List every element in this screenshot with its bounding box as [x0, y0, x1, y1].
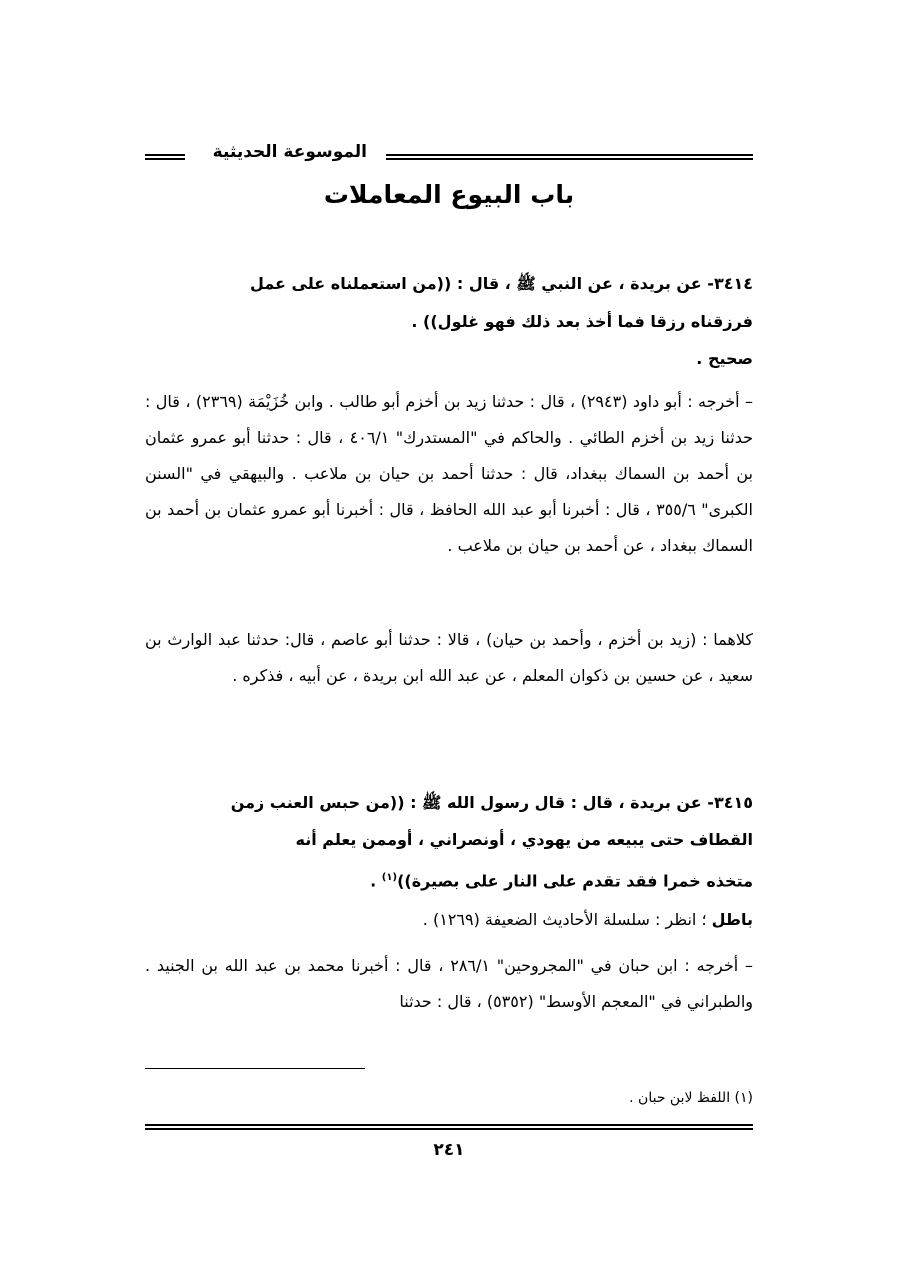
book-page [145, 0, 753, 1273]
hadith-3415-text-line1: ٣٤١٥- عن بريدة ، قال : قال رسول الله ﷺ : ((من حبس العنب زمن [230, 793, 753, 812]
header-rule-left [145, 154, 185, 160]
hadith-3414-grade: صحيح . [696, 349, 753, 368]
page-number: ٢٤١ [433, 1140, 465, 1160]
hadith-3415-text-line3-body: متخذه خمرا فقد تقدم على النار على بصيرة)) [397, 871, 753, 891]
hadith-3414-takhrij-1: – أخرجه : أبو داود (٢٩٤٣) ، قال : حدثنا زيد بن أخزم أبو طالب . وابن خُزَيْمَة (٢٣٦٩) ، قال : حدثنا زيد بن أخزم الطائي . والحاكم في "المستدرك" ٤٠٦/١ ، قال : حدثنا أبو عمرو عثمان بن أحمد بن السماك ببغداد، قال : حدثنا أحمد بن حيان بن ملاعب . والبيهقي في "السنن الكبرى" ٣٥٥/٦ ، قال : أخبرنا أبو عبد الله الحافظ ، قال : أخبرنا أبو عمرو عثمان بن أحمد بن السماك ببغداد ، عن أحمد بن حيان بن ملاعب . [145, 392, 754, 555]
header-rule-right [386, 154, 753, 160]
footnote-marker: (١) [381, 872, 398, 883]
running-header [145, 142, 753, 172]
hadith-3415-grade [145, 902, 781, 938]
footnote: (١) اللفظ لابن حبان . [629, 1090, 753, 1106]
hadith-3415-text-line3 [145, 860, 753, 899]
hadith-3414-text-line2: فرزقناه رزقا فما أخذ بعد ذلك فهو غلول)) . [411, 312, 753, 331]
running-header-title: الموسوعة الحديثية [212, 142, 367, 162]
hadith-3415-grade-rest: ؛ انظر : سلسلة الأحاديث الضعيفة (١٢٦٩) . [422, 910, 712, 929]
chapter-title: باب البيوع المعاملات [323, 180, 575, 209]
bottom-rule [145, 1124, 753, 1130]
hadith-3415-text-line2: القطاف حتى يبيعه من يهودي ، أونصراني ، أوممن يعلم أنه [295, 830, 753, 849]
footnote-separator [145, 1068, 365, 1069]
hadith-3414-takhrij-2: كلاهما : (زيد بن أخزم ، وأحمد بن حيان) ، قالا : حدثنا أبو عاصم ، قال: حدثنا عبد الوارث بن سعيد ، عن حسين بن ذكوان المعلم ، عن عبد الله ابن بريدة ، عن أبيه ، فذكره . [145, 630, 753, 685]
hadith-3415-grade-label: باطل [711, 910, 753, 929]
hadith-3415-takhrij-1: – أخرجه : ابن حبان في "المجروحين" ٢٨٦/١ ، قال : أخبرنا محمد بن عبد الله بن الجنيد . والطبراني في "المعجم الأوسط" (٥٣٥٢) ، قال : حدثنا [145, 956, 753, 1011]
hadith-3415-text-line3-end: . [370, 871, 382, 891]
hadith-3414-text-line1: ٣٤١٤- عن بريدة ، عن النبي ﷺ ، قال : ((من استعملناه على عمل [250, 274, 753, 293]
